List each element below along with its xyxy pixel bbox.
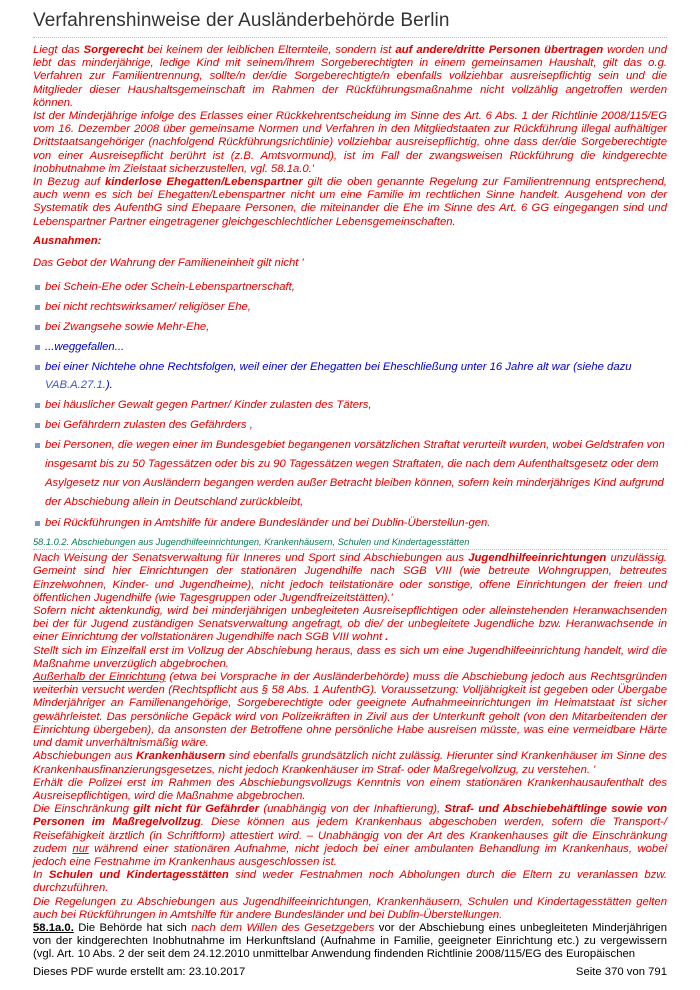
page-title: Verfahrenshinweise der Ausländerbehörde Berlin [33, 10, 667, 38]
paragraph-sorgerecht: Liegt das Sorgerecht bei keinem der leiblichen Elternteile, sondern ist auf andere/dritte Personen übertragen worden und lebt das minderjährige, ledige Kind mit seinem/ihrem Sorgeberechtigten in einem gemeinsamen Haushalt, gilt das o.g. Verfahren zur Familientrennung, sollte/n der/die Sorgeberechtigte/n ebenfalls vollziehbar ausreisepflichtig sein und die Mitglieder dieser Haushaltsgemeinschaft im Rahmen der Rückführungsmaßnahme nicht vollzählig angetroffen werden können. [33, 44, 667, 109]
paragraph-schulen: In Schulen und Kindertagesstätten sind weder Festnahmen noch Abholungen durch die Eltern zu veranlassen bzw. durchzuführen. [33, 869, 668, 895]
list-item: bei Schein-Ehe oder Schein-Lebenspartnerschaft, [33, 278, 667, 296]
paragraph-ehegatten: In Bezug auf kinderlose Ehegatten/Lebenspartner gilt die oben genannte Regelung zur Familientrennung entsprechend, auch wenn es sich bei Ehegatten/Lebenspartner nicht um eine Familie im rechtlichen Sinne handelt. Ausgehend von der Systematik des AufenthG sind Ehepaare Personen, die miteinander die Ehe im Sinne des Art. 6 GG eingegangen sind und Lebenspartner Partner eingetragener gleichgeschlechtlicher Lebensgemeinschaften. [33, 176, 667, 228]
paragraph-einschraenkung: Die Einschränkung gilt nicht für Gefährder (unabhängig von der Inhaftierung), Straf- und Abschiebehäftlinge sowie von Personen im Maßregelvollzug. Diese können aus jedem Krankenhaus abgeschoben werden, sofern die Transport-/ Reisefähigkeit ärztlich (in Schriftform) attestiert wird. – Unabhängig von der Art des Krankenhauses gilt die Einschränkung zudem nur während einer stationären Aufnahme, nicht jedoch bei einer ambulanten Behandlung im Krankenhaus, wobei jedoch eine Festnahme im Krankenhaus ausgeschlossen ist. [33, 803, 668, 868]
page-footer [33, 966, 667, 978]
section-heading: 58.1.0.2. Abschiebungen aus Jugendhilfeeinrichtungen, Krankenhäusern, Schulen und Kindertagesstätten [33, 534, 667, 550]
bullet-icon [35, 443, 40, 448]
list-item: bei Personen, die wegen einer im Bundesgebiet begangenen vorsätzlichen Straftat verurteilt wurden, wobei Geldstrafen von insgesamt bis zu 50 Tagessätzen oder bis zu 90 Tagessätzen wegen Straftaten, die nach dem Aufenthaltsgesetz oder dem Asylgesetz nur von Ausländern begangen werden außer Betracht bleiben können, sofern kein minderjähriges Kind aufgrund der Abschiebung allein in Deutschland zurückbleibt, [33, 436, 667, 512]
bullet-icon [35, 345, 40, 350]
exceptions-list [33, 278, 667, 532]
exceptions-heading: Ausnahmen: [33, 234, 102, 247]
page-content [33, 10, 667, 962]
paragraph-aktenkundig: Sofern nicht aktenkundig, wird bei minderjährigen unbegleiteten Ausreisepflichtigen oder alleinstehenden Heranwachsenden bei der für Jugend zuständigen Senatsverwaltung angefragt, ob die/ der unbegleitete Jugendliche bzw. Heranwachsende in einer Einrichtung der vollstationären Jugendhilfe nach SGB VIII wohnt . [33, 605, 667, 644]
paragraph-ausserhalb: Außerhalb der Einrichtung (etwa bei Vorsprache in der Ausländerbehörde) muss die Abschiebung jedoch aus Rechtsgründen weiterhin versucht werden (Rechtspflicht aus § 58 Abs. 1 AufenthG). Voraussetzung: Volljährigkeit ist gegeben oder Übergabe Minderjähriger an Familienangehörige, Sorgeberechtigte oder geeignete Aufnahmeeinrichtungen im Heimatstaat ist sicher gewährleistet. Das persönliche Gepäck wird von Polizeikräften in Zivil aus der Unterkunft geholt (von den Mitarbeitenden der Einrichtung übergeben), da ansonsten der Betroffene ohne persönliche Habe ausreisen müsste, was eine vermeidbare Härte und damit unverhältnismäßig wäre. [33, 671, 668, 750]
list-item: ...weggefallen... [33, 338, 667, 356]
bullet-icon [35, 423, 40, 428]
page-number: Seite 370 von 791 [575, 966, 667, 978]
paragraph-einzelfall: Stellt sich im Einzelfall erst im Vollzug der Abschiebung heraus, dass es sich um eine Jugendhilfeeinrichtung handelt, wird die Maßnahme unverzüglich abgebrochen. [33, 644, 667, 670]
bullet-icon [35, 365, 40, 370]
paragraph-amtshilfe: Die Regelungen zu Abschiebungen aus Jugendhilfeeinrichtungen, Krankenhäusern, Schulen und Kindertagesstätten gelten auch bei Rückführungen in Amtshilfe für andere Bundesländer und bei Dublin-Überstellungen. [33, 895, 667, 921]
vab-link[interactable]: VAB.A.27.1. [45, 379, 106, 392]
list-item: bei einer Nichtehe ohne Rechtsfolgen, weil einer der Ehegatten bei Eheschließung unter 16 Jahre alt war (siehe dazu VAB.A.27.1.). [33, 358, 667, 394]
list-item: bei nicht rechtswirksamer/ religiöser Ehe, [33, 298, 667, 316]
paragraph-polizei: Erhält die Polizei erst im Rahmen des Abschiebungsvollzugs Kenntnis von einem stationären Krankenhausaufenthalt des Ausreisepflichtigen, wird die Maßnahme abgebrochen. [33, 776, 667, 802]
bullet-icon [35, 521, 40, 526]
paragraph-rueckkehrentscheidung: Ist der Minderjährige infolge des Erlasses einer Rückkehrentscheidung im Sinne des Art. 6 Abs. 1 der Richtlinie 2008/115/EG vom 16. Dezember 2008 über gemeinsame Normen und Verfahren in den Mitgliedstaaten zur Rückführung illegal aufhältiger Drittstaatsangehöriger (nachfolgend Rückführungsrichtlinie) vollziehbar ausreisepflichtig, ohne dass der/die Sorgeberechtigte von einer Ausreisepflicht berührt ist (z.B. Amtsvormund), ist im Fall der zwangsweisen Rückführung die kindgerechte Inobhutnahme im Zielstaat sicherzustellen, vgl. 58.1a.0.' [33, 110, 667, 175]
list-item: bei häuslicher Gewalt gegen Partner/ Kinder zulasten des Täters, [33, 396, 667, 414]
intro-text [33, 44, 667, 270]
bullet-icon [35, 325, 40, 330]
list-item: bei Rückführungen in Amtshilfe für andere Bundesländer und bei Dublin-Überstellun-gen. [33, 514, 667, 532]
paragraph-jugendhilfe: Nach Weisung der Senatsverwaltung für Inneres und Sport sind Abschiebungen aus Jugendhilfeeinrichtungen unzulässig. Gemeint sind hier Einrichtungen der stationären Jugendhilfe nach SGB VIII (wie betreute Wohngruppen, betreutes Einzelwohnen, Kinder- und Jugendheime), nicht jedoch teilstationäre oder sonstige, offene Einrichtungen der freien und öffentlichen Jugendhilfe (wie Tagesgruppen oder Jugendfreizeitstätten).' [33, 552, 667, 604]
section-text [33, 552, 667, 961]
exceptions-lead: Das Gebot der Wahrung der Familieneinheit gilt nicht ' [33, 257, 304, 270]
list-item: bei Gefährdern zulasten des Gefährders , [33, 416, 667, 434]
paragraph-krankenhaeuser: Abschiebungen aus Krankenhäusern sind ebenfalls grundsätzlich nicht zulässig. Hierunter sind Krankenhäuser im Sinne des Krankenhausfinanzierungsgesetzes, nicht jedoch Krankenhäuser im Straf- oder Maßregelvollzug, zu verstehen. ' [33, 750, 667, 776]
creation-date: Dieses PDF wurde erstellt am: 23.10.2017 [33, 966, 246, 978]
bullet-icon [35, 403, 40, 408]
list-item: bei Zwangsehe sowie Mehr-Ehe, [33, 318, 667, 336]
bullet-icon [35, 305, 40, 310]
paragraph-58-1a-0: 58.1a.0. Die Behörde hat sich nach dem Willen des Gesetzgebers vor der Abschiebung eines unbegleiteten Minderjährigen von der kindgerechten Inobhutnahme im Herkunftsland (Aufnahme in Familie, geeigneter Einrichtung etc.) zu vergewissern (vgl. Art. 10 Abs. 2 der seit dem 24.12.2010 unmittelbar Anwendung findenden Richtlinie 2008/115/EG des Europäischen [33, 921, 668, 961]
bullet-icon [35, 285, 40, 290]
